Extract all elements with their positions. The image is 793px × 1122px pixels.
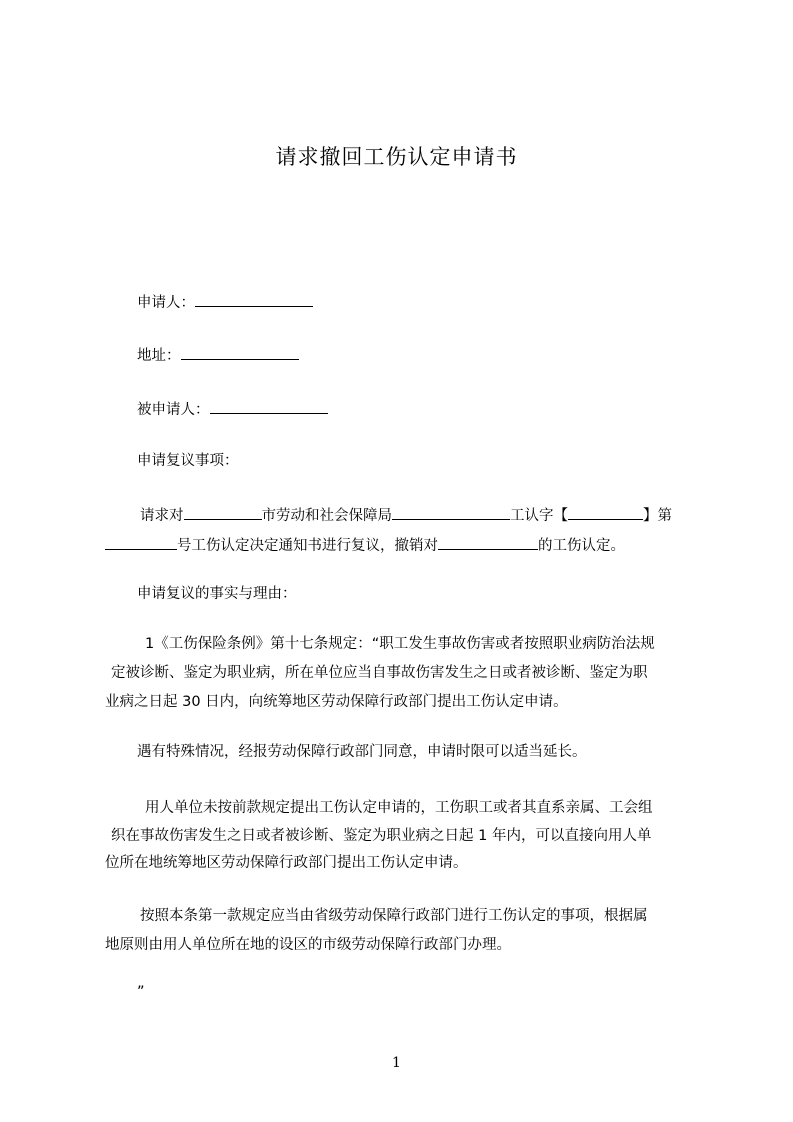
review-items-label: 申请复议事项：	[137, 453, 239, 469]
closing-quote-line	[0, 982, 793, 1002]
paragraph-3-text-1: 用人单位未按前款规定提出工伤认定申请的，工伤职工或者其直系亲属、工会组	[145, 800, 653, 816]
bureau-blank[interactable]	[392, 504, 510, 520]
paragraph-1-text-2: 定被诊断、鉴定为职业病，所在单位应当自事故伤害发生之日或者被诊断、鉴定为职	[111, 665, 648, 681]
year-blank[interactable]	[568, 504, 643, 520]
respondent-label: 被申请人：	[137, 402, 210, 418]
worker-blank[interactable]	[438, 534, 538, 550]
paragraph-3-line-3	[0, 853, 793, 873]
paragraph-2-text-1: 遇有特殊情况，经报劳动保障行政部门同意，申请时限可以适当延长。	[137, 744, 587, 760]
respondent-line	[0, 398, 793, 420]
applicant-blank[interactable]	[195, 291, 313, 307]
request-text-1: 请求对	[140, 508, 184, 524]
facts-heading-text: 申请复议的事实与理由：	[137, 586, 297, 602]
address-blank[interactable]	[181, 344, 299, 360]
city-blank[interactable]	[184, 504, 262, 520]
paragraph-3-line-2	[0, 826, 793, 846]
paragraph-1-line-1	[0, 634, 793, 654]
document-title: 请求撤回工伤认定申请书	[275, 145, 518, 169]
request-text-2: 市劳动和社会保障局	[261, 508, 392, 524]
request-text-5: 号工伤认定决定通知书进行复议，撤销对	[177, 538, 438, 554]
paragraph-2-line-1	[0, 742, 793, 762]
request-text-6: 的工伤认定。	[538, 538, 625, 554]
request-text-4: 】第	[643, 508, 672, 524]
facts-heading	[0, 584, 793, 604]
paragraph-1-line-2	[0, 663, 793, 683]
review-items-heading	[0, 451, 793, 471]
paragraph-4-line-1	[0, 906, 793, 926]
request-line-1	[0, 504, 793, 526]
closing-quote: ”	[137, 984, 145, 1000]
paragraph-4-text-2: 地原则由用人单位所在地的设区的市级劳动保障行政部门办理。	[105, 937, 511, 953]
paragraph-3-text-2: 织在事故伤害发生之日或者被诊断、鉴定为职业病之日起 1 年内，可以直接向用人单	[111, 828, 652, 844]
request-text-3: 工认字【	[510, 508, 568, 524]
number-blank[interactable]	[105, 534, 177, 550]
respondent-blank[interactable]	[210, 398, 328, 414]
request-line-2	[0, 534, 793, 556]
page-number: 1	[392, 1055, 401, 1071]
paragraph-3-line-1	[0, 798, 793, 818]
paragraph-1-text-1: 1《工伤保险条例》第十七条规定：“职工发生事故伤害或者按照职业病防治法规	[145, 636, 655, 652]
applicant-label: 申请人：	[137, 295, 195, 311]
address-label: 地址：	[137, 348, 181, 364]
paragraph-1-text-3: 业病之日起 30 日内，向统筹地区劳动保障行政部门提出工伤认定申请。	[105, 694, 568, 710]
applicant-line	[0, 291, 793, 313]
paragraph-4-line-2	[0, 935, 793, 955]
address-line	[0, 344, 793, 366]
paragraph-3-text-3: 位所在地统筹地区劳动保障行政部门提出工伤认定申请。	[105, 855, 468, 871]
paragraph-4-text-1: 按照本条第一款规定应当由省级劳动保障行政部门进行工伤认定的事项，根据属	[140, 908, 648, 924]
paragraph-1-line-3	[0, 692, 793, 712]
